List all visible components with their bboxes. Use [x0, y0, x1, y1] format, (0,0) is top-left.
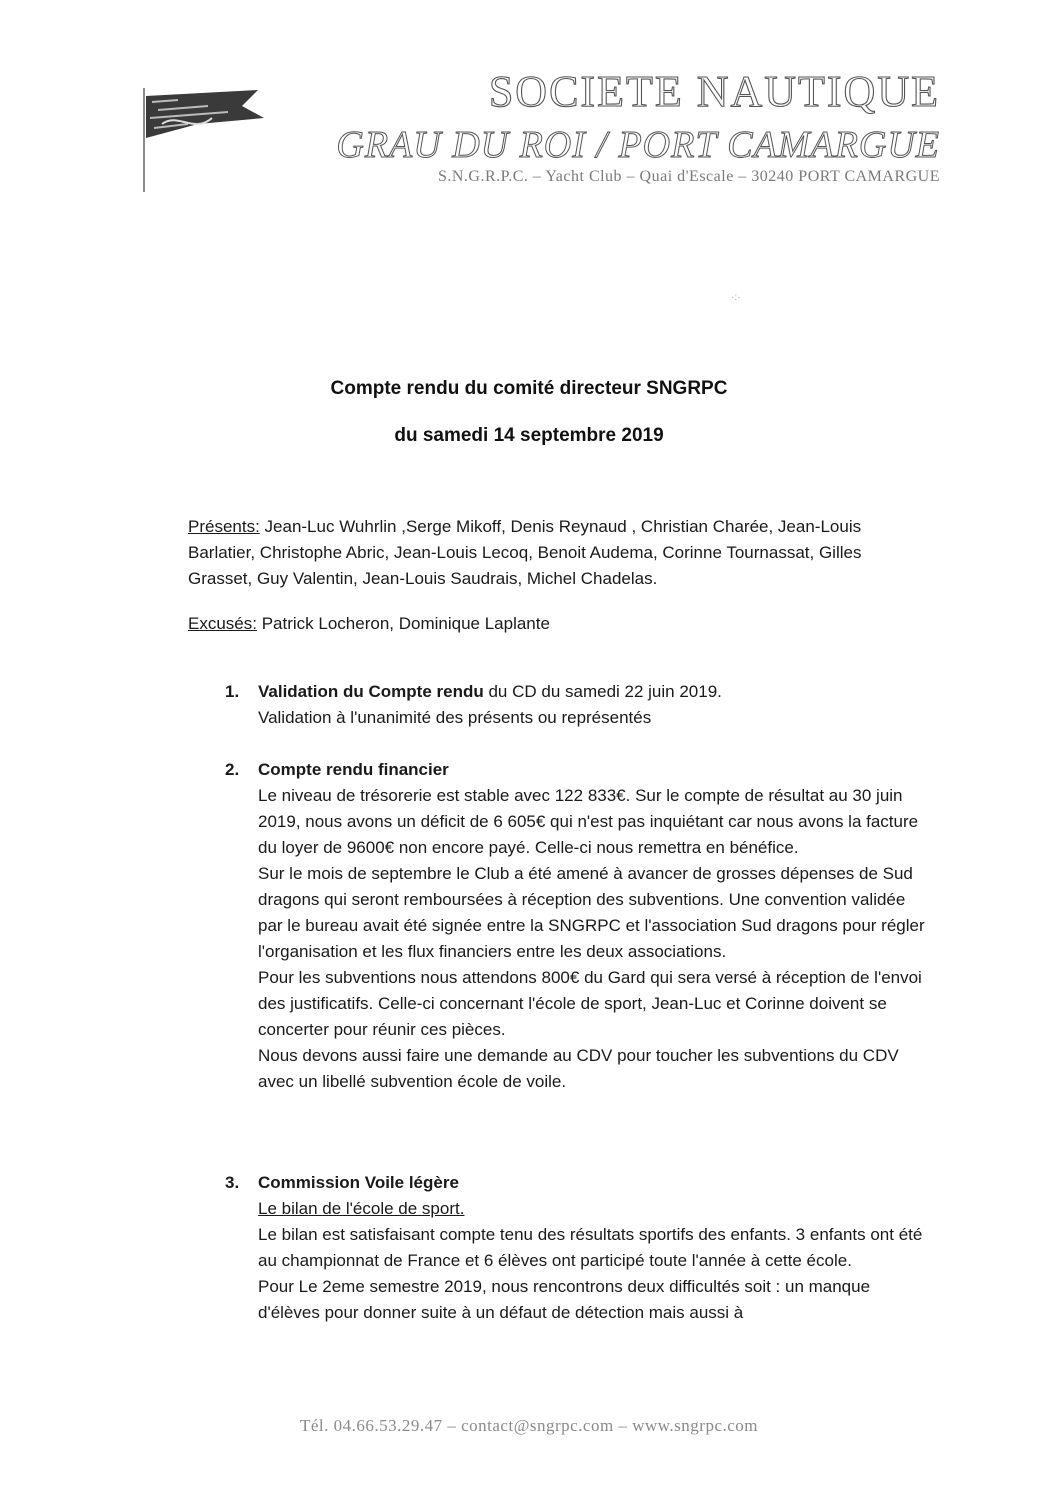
scan-mark: ·:· — [731, 292, 741, 303]
section-paragraph: Pour Le 2eme semestre 2019, nous rencontrons deux difficultés soit : un manque d'élèves pour donner suite à un défaut de détection mais aussi à — [258, 1277, 871, 1322]
org-name: SOCIETE NAUTIQUE — [488, 67, 940, 116]
section-heading: Compte rendu financier — [258, 760, 449, 779]
pennant-flag-icon — [138, 84, 268, 194]
presents-label: Présents: — [188, 517, 260, 536]
document-date: du samedi 14 septembre 2019 — [394, 425, 664, 446]
section-number: 1. — [225, 682, 240, 701]
section-heading-rest: du CD du samedi 22 juin 2019. — [483, 682, 722, 701]
section-paragraph: Nous devons aussi faire une demande au CDV pour toucher les subventions du CDV avec un libellé subvention école de voile. — [258, 1046, 899, 1091]
section-validation — [225, 679, 925, 731]
document-title: Compte rendu du comité directeur SNGRPC — [330, 378, 728, 399]
section-heading-line — [258, 679, 925, 705]
excuses-list: Patrick Locheron, Dominique Laplante — [256, 614, 550, 633]
footer-contact: Tél. 04.66.53.29.47 – contact@sngrpc.com – www.sngrpc.com — [299, 1416, 759, 1435]
section-heading: Commission Voile légère — [258, 1173, 459, 1192]
excuses-label: Excusés: — [188, 614, 257, 633]
section-paragraph: Pour les subventions nous attendons 800€ du Gard qui sera versé à réception de l'envoi des justificatifs. Celle-ci concernant l'école de sport, Jean-Luc et Corinne doivent se concerter pour réunir ces pièces. — [258, 968, 922, 1039]
section-paragraph: Le niveau de trésorerie est stable avec 122 833€. Sur le compte de résultat au 30 juin 2019, nous avons un déficit de 6 605€ qui n'est pas inquiétant car nous avons la facture du loyer de 9600€ non encore payé. Celle-ci nous remettra en bénéfice. — [258, 786, 919, 857]
excuses-paragraph — [188, 611, 928, 637]
section-financial — [225, 757, 925, 1095]
presents-list: Jean-Luc Wuhrlin ,Serge Mikoff, Denis Reynaud , Christian Charée, Jean-Louis Barlatier, Christophe Abric, Jean-Louis Lecoq, Benoit Audema, Corinne Tournassat, Gilles Grasset, Guy Valentin, Jean-Louis Saudrais, Michel Chadelas. — [188, 517, 862, 588]
org-address: S.N.G.R.P.C. – Yacht Club – Quai d'Escale – 30240 PORT CAMARGUE — [437, 168, 940, 185]
section-paragraph: Sur le mois de septembre le Club a été amené à avancer de grosses dépenses de Sud dragons qui seront remboursées à réception des subventions. Une convention validée par le bureau avait été signée entre la SNGRPC et l'association Sud dragons pour régler l'organisation et les flux financiers entre les deux associations. — [258, 864, 925, 961]
section-light-sailing — [225, 1170, 925, 1326]
section-number: 2. — [225, 760, 240, 779]
org-subtitle: GRAU DU ROI / PORT CAMARGUE — [336, 124, 940, 166]
section-number: 3. — [225, 1173, 240, 1192]
section-subheading: Le bilan de l'école de sport. — [258, 1199, 465, 1218]
section-paragraph: Le bilan est satisfaisant compte tenu des résultats sportifs des enfants. 3 enfants ont été au championnat de France et 6 élèves ont participé toute l'année à cette école. — [258, 1225, 923, 1270]
presents-paragraph — [188, 514, 928, 592]
section-heading: Validation du Compte rendu — [258, 682, 484, 701]
section-text: Validation à l'unanimité des présents ou représentés — [258, 708, 652, 727]
